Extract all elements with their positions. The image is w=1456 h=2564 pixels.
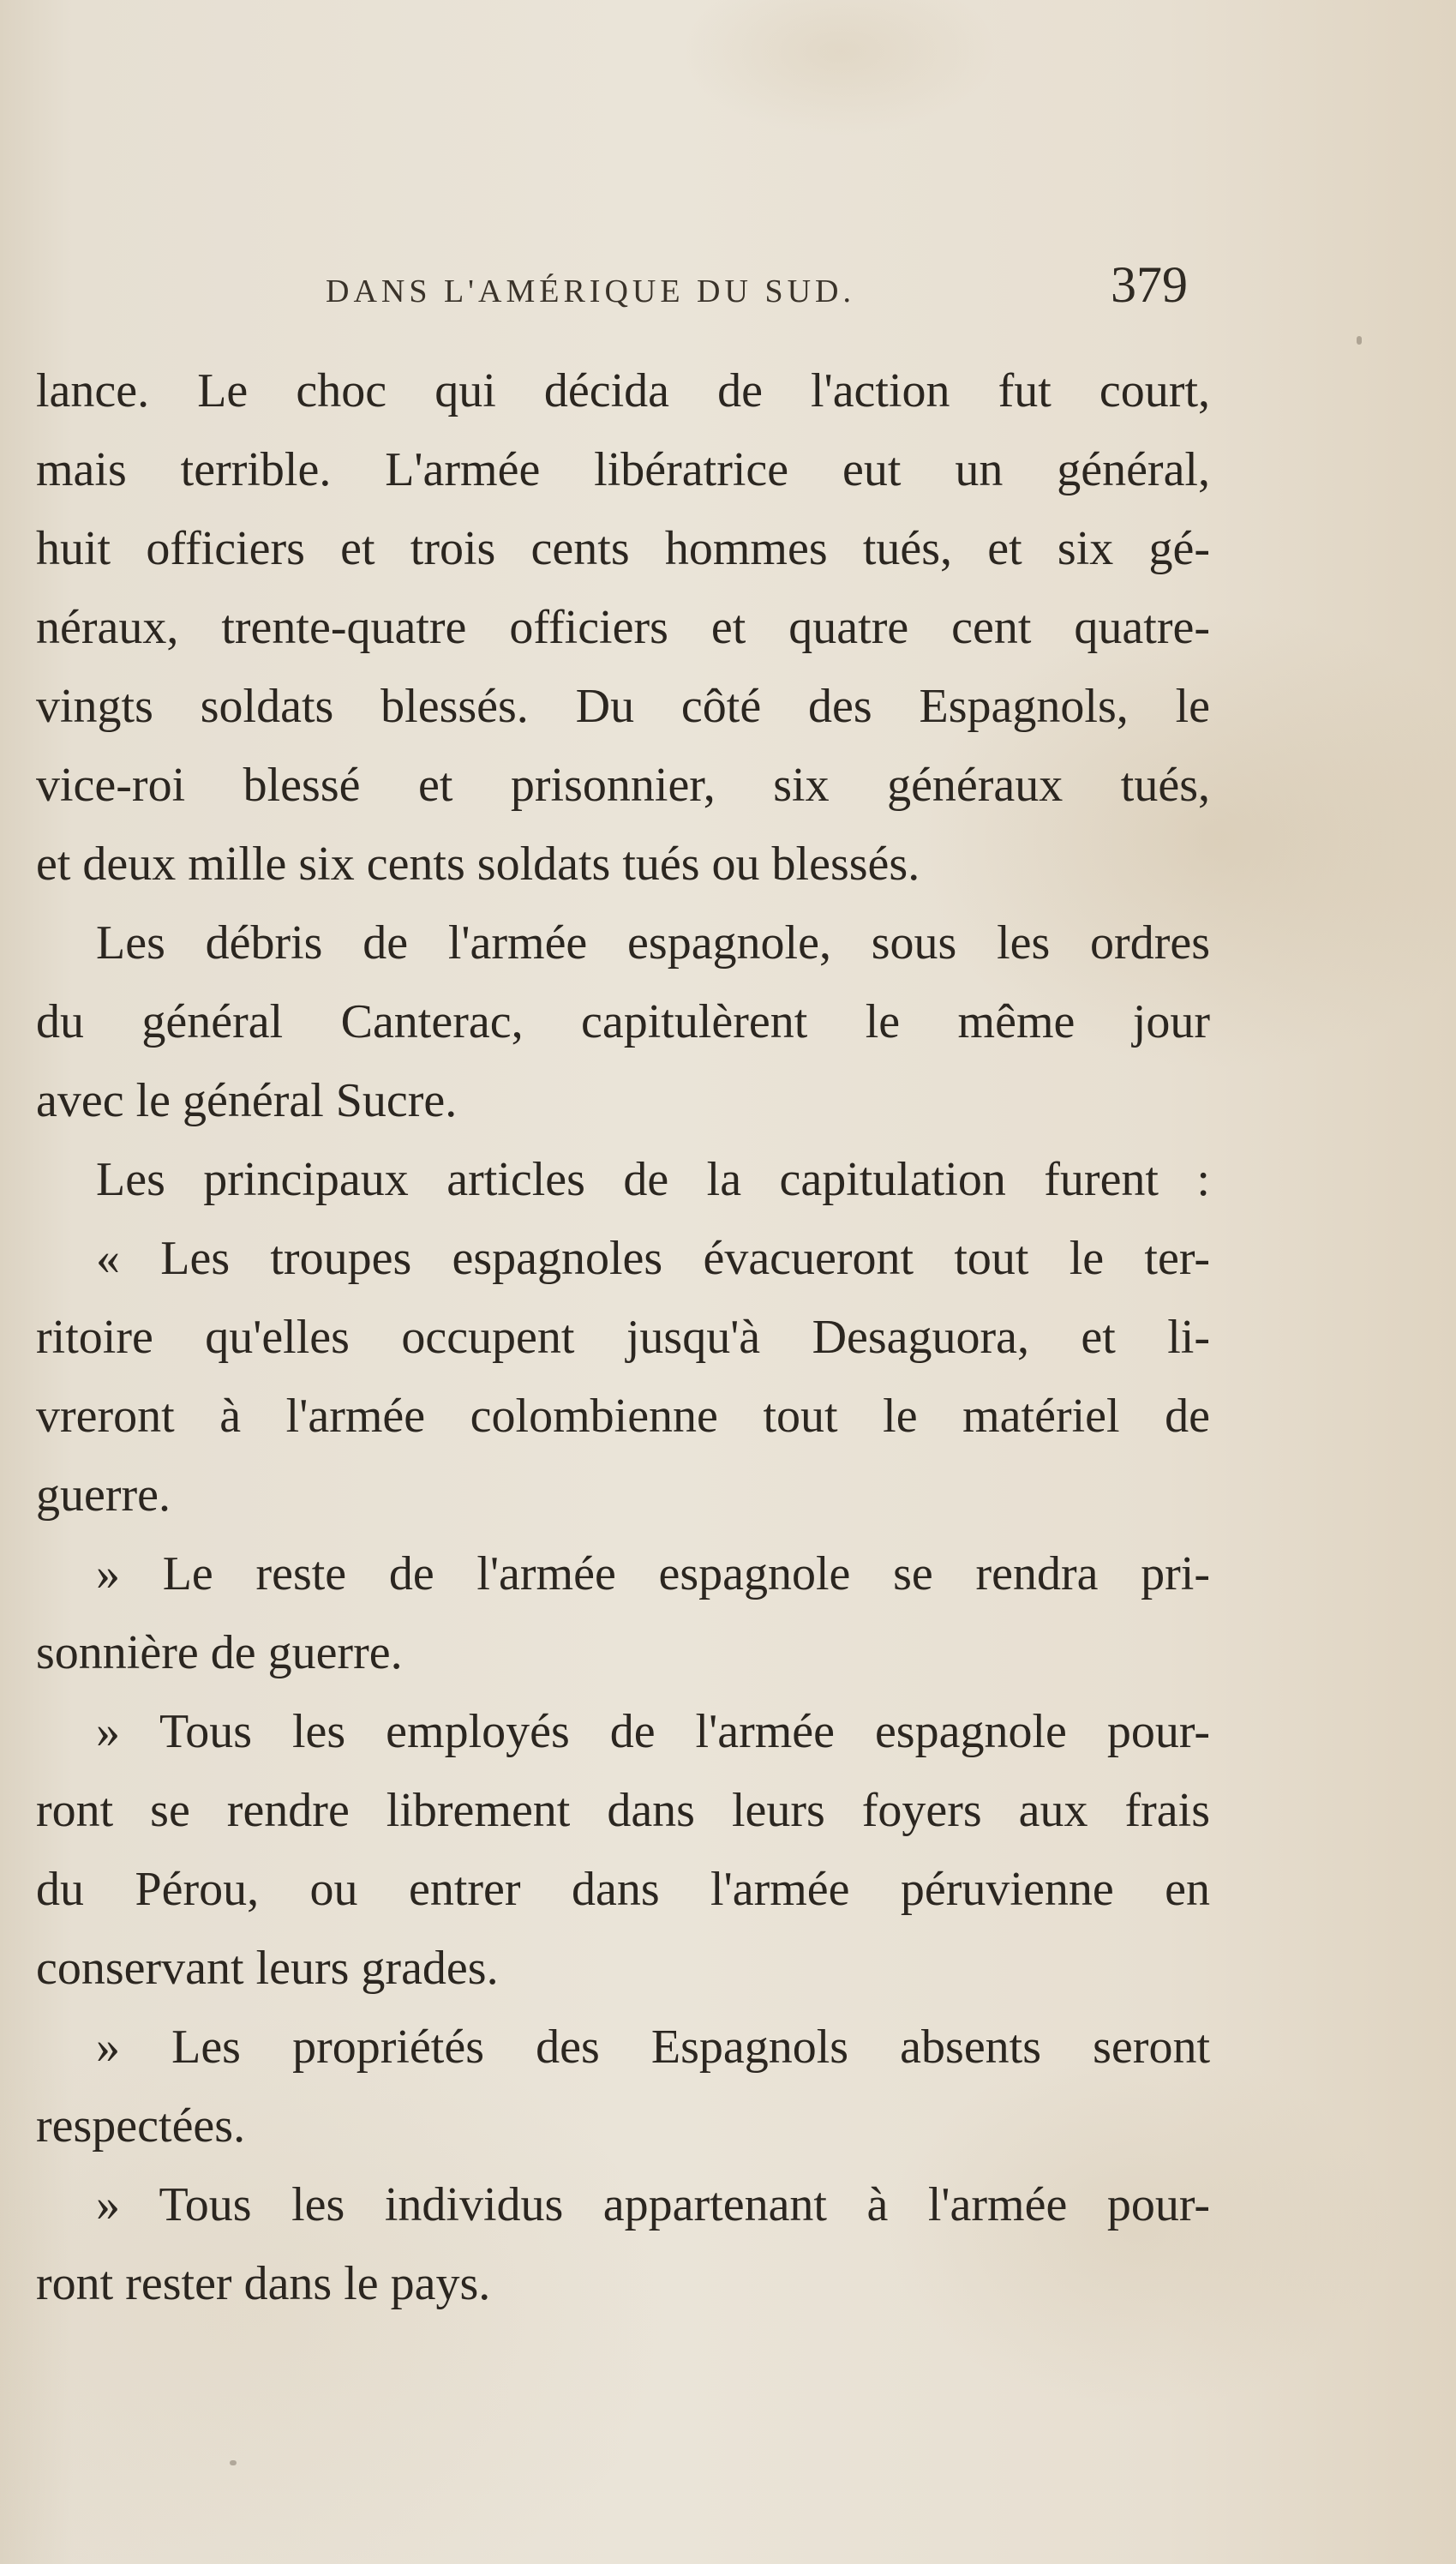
text-line: vreront à l'armée colombienne tout le matériel de [36,1390,1210,1443]
text-line: ritoire qu'elles occupent jusqu'à Desaguora, et li- [36,1311,1210,1364]
text-line: vice-roi blessé et prisonnier, six généraux tués, [36,759,1210,812]
text-line: » Le reste de l'armée espagnole se rendra pri- [96,1547,1210,1600]
text-line: vingts soldats blessés. Du côté des Espagnols, le [36,680,1210,733]
running-head: DANS L'AMÉRIQUE DU SUD. [326,273,855,309]
paper-speck [1357,336,1362,345]
paper-speck [230,2460,237,2465]
text-line: guerre. [36,1468,171,1522]
text-line: huit officiers et trois cents hommes tués, et six gé- [36,522,1210,575]
text-line: du général Canterac, capitulèrent le même jour [36,995,1210,1048]
text-line: conservant leurs grades. [36,1942,499,1995]
body-text [36,351,1210,2323]
text-line: respectées. [36,2099,246,2153]
text-line: ront rester dans le pays. [36,2257,491,2310]
text-line: du Pérou, ou entrer dans l'armée péruvienne en [36,1863,1210,1916]
text-line: Les débris de l'armée espagnole, sous les ordres [96,916,1210,970]
text-line: néraux, trente-quatre officiers et quatre cent quatre- [36,601,1210,654]
text-line: sonnière de guerre. [36,1626,403,1679]
text-line: » Tous les individus appartenant à l'armée pour- [96,2178,1210,2231]
text-line: lance. Le choc qui décida de l'action fut court, [36,364,1210,417]
text-line: avec le général Sucre. [36,1074,458,1127]
page-number: 379 [1111,256,1188,313]
text-line: » Les propriétés des Espagnols absents seront [96,2021,1210,2074]
text-line: et deux mille six cents soldats tués ou blessés. [36,838,920,891]
text-line: « Les troupes espagnoles évacueront tout le ter- [96,1232,1210,1285]
text-line: Les principaux articles de la capitulation furent : [96,1153,1210,1206]
text-line: mais terrible. L'armée libératrice eut un général, [36,443,1210,496]
text-line: ront se rendre librement dans leurs foyers aux frais [36,1784,1210,1837]
text-line: » Tous les employés de l'armée espagnole pour- [96,1705,1210,1758]
